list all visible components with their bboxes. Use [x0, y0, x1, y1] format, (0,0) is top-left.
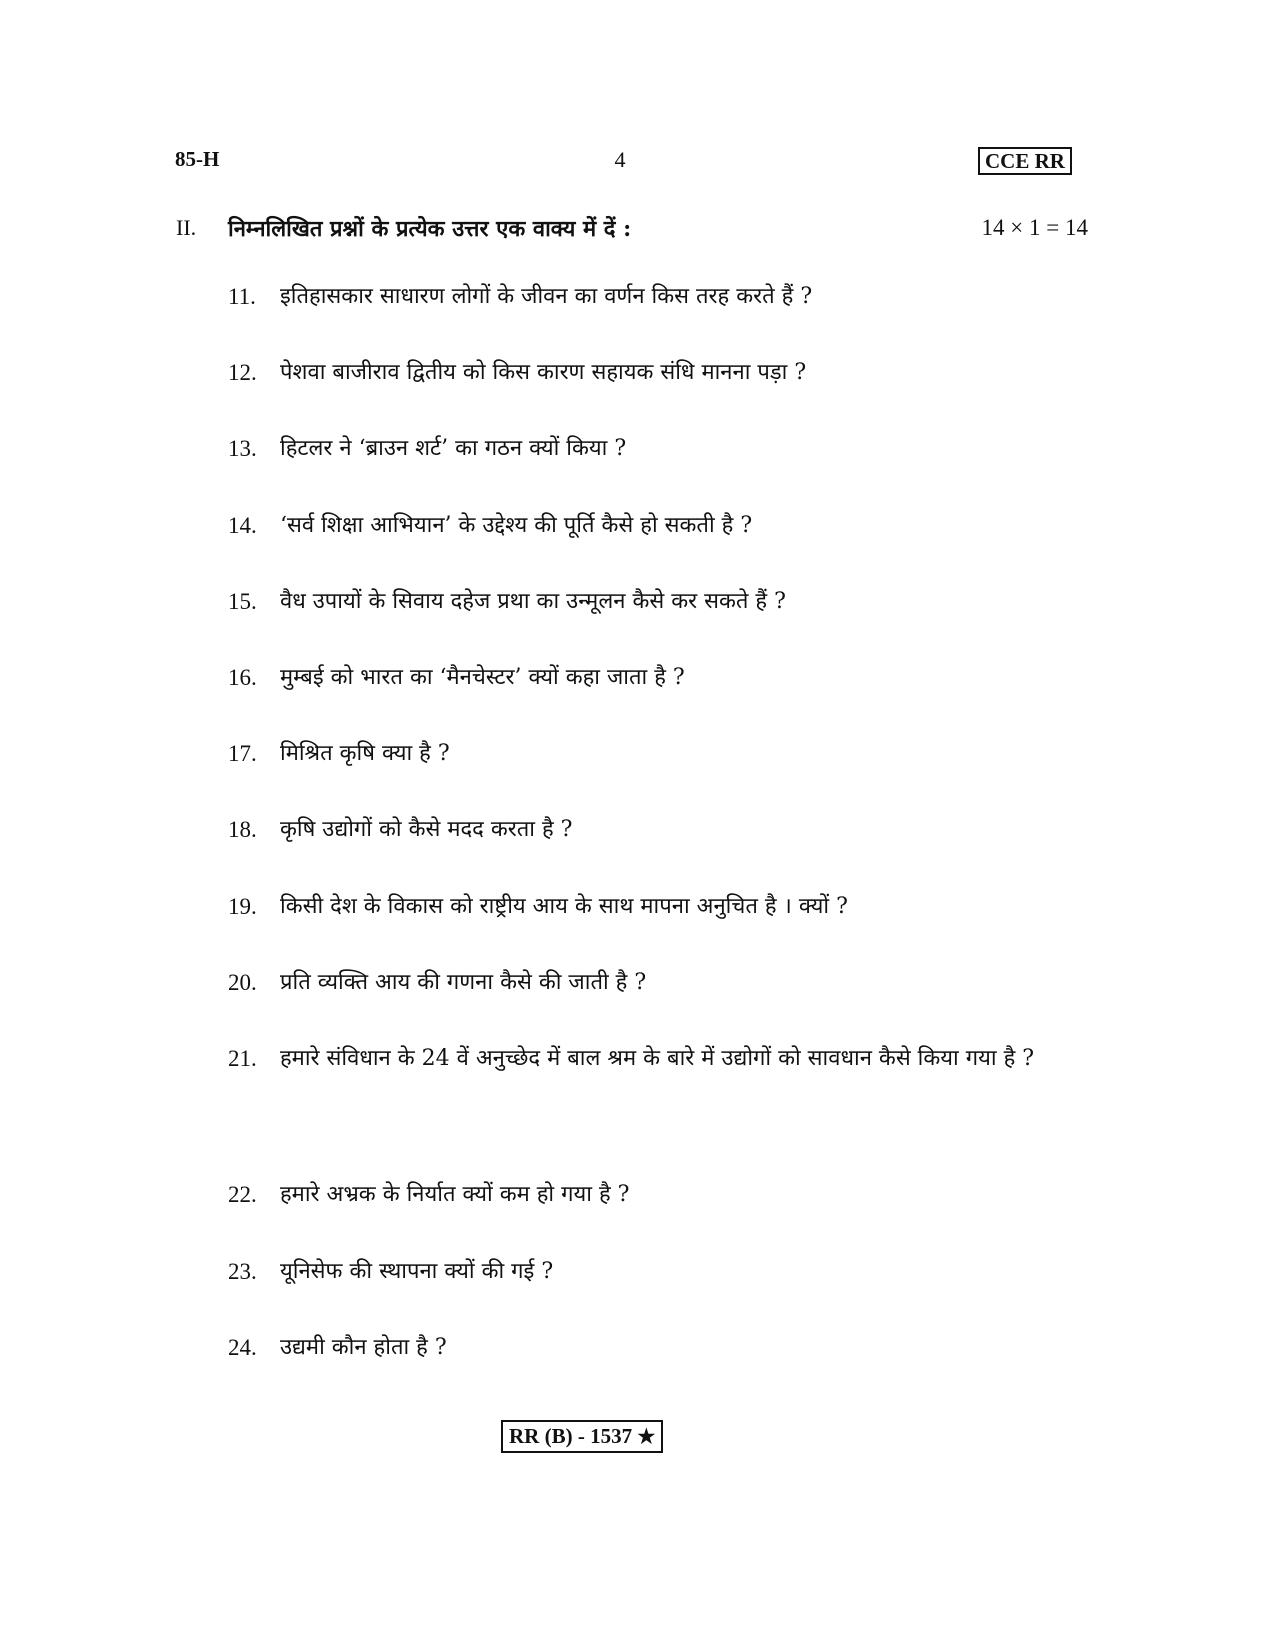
question-number: 12. [228, 360, 257, 385]
question-number: 16. [228, 665, 257, 690]
question-number: 19. [228, 894, 257, 919]
booklet-code-box [501, 1420, 663, 1453]
question-number: 17. [228, 741, 257, 766]
question-item [228, 724, 1088, 784]
question-item [228, 1029, 1088, 1089]
question-item [228, 648, 1088, 708]
question-text: हिटलर ने ‘ब्राउन शर्ट’ का गठन क्यों किया ? [280, 436, 627, 461]
question-item [228, 496, 1088, 556]
question-number: 24. [228, 1335, 257, 1360]
section-marks: 14 × 1 = 14 [981, 215, 1088, 240]
question-text: उद्यमी कौन होता है ? [280, 1335, 447, 1360]
question-text: किसी देश के विकास को राष्ट्रीय आय के साथ मापना अनुचित है । क्यों ? [280, 894, 848, 919]
question-item [228, 267, 1088, 327]
question-text: ‘सर्व शिक्षा आभियान’ के उद्देश्य की पूर्ति कैसे हो सकती है ? [280, 513, 753, 538]
question-text: प्रति व्यक्ति आय की गणना कैसे की जाती है ? [280, 970, 647, 995]
paper-code: 85-H [175, 147, 220, 171]
question-item [228, 953, 1088, 1013]
question-item [228, 1318, 1088, 1378]
question-number: 14. [228, 513, 257, 538]
booklet-code: RR (B) - 1537 [509, 1424, 633, 1448]
question-text: हमारे अभ्रक के निर्यात क्यों कम हो गया है ? [280, 1182, 630, 1207]
question-text: मुम्बई को भारत का ‘मैनचेस्टर’ क्यों कहा जाता है ? [280, 665, 685, 690]
exam-type-box: CCE RR [978, 147, 1072, 175]
question-number: 13. [228, 436, 257, 461]
question-number: 22. [228, 1182, 257, 1207]
question-text: वैध उपायों के सिवाय दहेज प्रथा का उन्मूलन कैसे कर सकते हैं ? [280, 589, 786, 614]
question-item [228, 419, 1088, 479]
question-number: 21. [228, 1046, 257, 1071]
section-instruction: निम्नलिखित प्रश्नों के प्रत्येक उत्तर एक वाक्य में दें : [228, 216, 632, 242]
question-text: पेशवा बाजीराव द्वितीय को किस कारण सहायक संधि मानना पड़ा ? [280, 360, 807, 385]
question-number: 15. [228, 589, 257, 614]
question-number: 20. [228, 970, 257, 995]
page-number: 4 [614, 147, 626, 172]
question-text: मिश्रित कृषि क्या है ? [280, 741, 450, 766]
question-text: कृषि उद्योगों को कैसे मदद करता है ? [280, 817, 573, 842]
section-number: II. [176, 215, 197, 240]
question-number: 23. [228, 1259, 257, 1284]
question-item [228, 1242, 1088, 1302]
question-item [228, 1165, 1088, 1225]
question-text: हमारे संविधान के 24 वें अनुच्छेद में बाल श्रम के बारे में उद्योगों को सावधान कैसे किया गया है ? [280, 1046, 1035, 1071]
question-number: 18. [228, 817, 257, 842]
section-header [176, 213, 1088, 247]
question-item [228, 877, 1088, 937]
question-item [228, 800, 1088, 860]
star-icon: ★ [637, 1426, 656, 1448]
question-text: इतिहासकार साधारण लोगों के जीवन का वर्णन किस तरह करते हैं ? [280, 284, 813, 309]
question-number: 11. [228, 284, 256, 309]
question-item [228, 572, 1088, 632]
question-item [228, 343, 1088, 403]
question-text: यूनिसेफ की स्थापना क्यों की गई ? [280, 1259, 554, 1284]
